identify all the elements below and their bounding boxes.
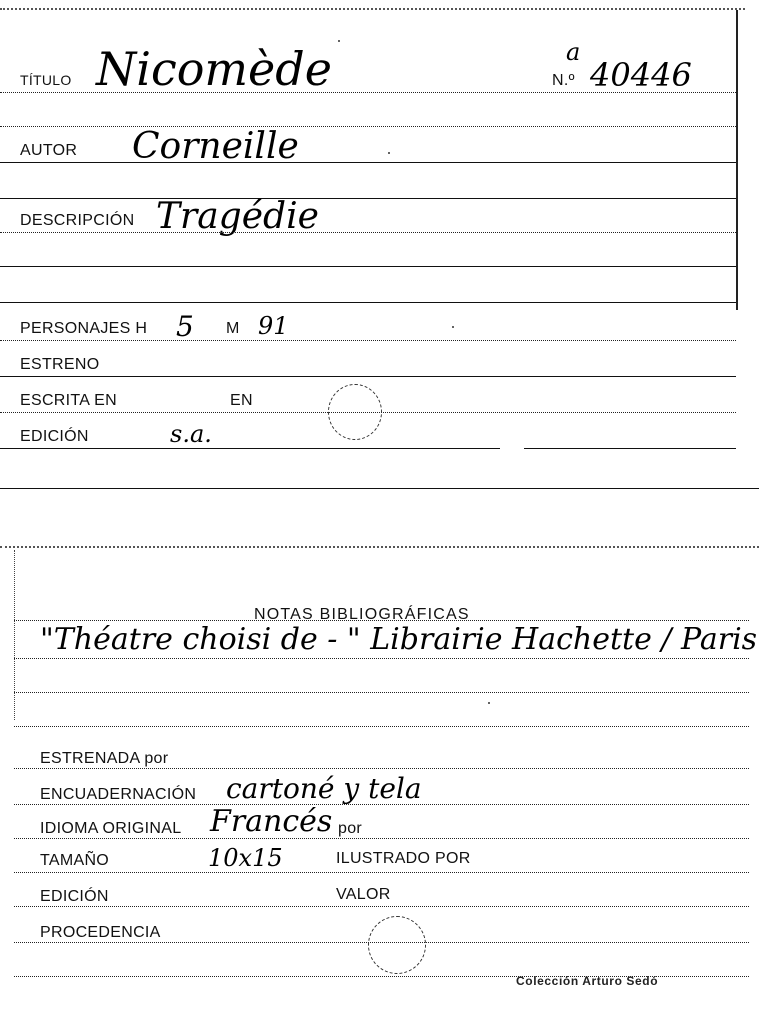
notas-value: "Théatre choisi de - " Librairie Hachette / Paris [40,622,758,657]
notas-line-0 [14,620,749,621]
blank-line-2 [0,198,736,199]
catalog-card-front [0,0,759,492]
card-top-edge [0,8,745,10]
estrenada-line [14,768,749,769]
blank-line-1 [0,126,736,127]
personajes-m-value: 91 [258,312,289,340]
en-label: EN [230,392,253,409]
notas-line-1 [14,658,749,659]
idioma-label: IDIOMA ORIGINAL [40,820,182,837]
edicion-line-right [524,448,736,449]
titulo-value: Nicomède [96,42,332,96]
titulo-label: TÍTULO [20,72,72,88]
numero-label: N.º [552,72,575,89]
valor-label: VALOR [336,886,391,903]
idioma-value: Francés [210,804,333,839]
estreno-label: ESTRENO [20,356,100,373]
speck [388,152,390,154]
catalog-card-back [0,540,759,1028]
speck [488,702,490,704]
edicion-value: s.a. [170,420,212,448]
numero-prefix: a [566,38,581,66]
personajes-label: PERSONAJES H [20,320,148,337]
edicion-line [0,448,500,449]
procedencia-label: PROCEDENCIA [40,924,161,941]
card-top-edge [0,546,759,548]
blank-line-3 [0,266,736,267]
estreno-line [0,376,736,377]
collection-footer: Colección Arturo Sedó [516,974,659,988]
descripcion-value: Tragédie [156,196,319,237]
notas-label: NOTAS BIBLIOGRÁFICAS [254,606,470,623]
encuadernacion-value: cartoné y tela [226,772,422,805]
tamano-value: 10x15 [208,844,283,872]
descripcion-line [0,232,736,233]
punch-hole [328,384,382,440]
speck [338,40,340,42]
idioma-line [14,838,749,839]
blank-line-4 [0,302,736,303]
autor-line [0,162,736,163]
autor-label: AUTOR [20,142,78,159]
back-edicion-label: EDICIÓN [40,888,109,905]
personajes-h-value: 5 [176,310,194,343]
card-bottom-edge [0,488,759,489]
punch-hole [368,916,426,974]
edicion-label: EDICIÓN [20,428,89,445]
ilustrado-label: ILUSTRADO POR [336,850,471,867]
encuadernacion-line [14,804,749,805]
back-edicion-line [14,906,749,907]
por-label: por [338,820,363,837]
autor-value: Corneille [132,126,299,167]
estrenada-label: ESTRENADA por [40,750,169,767]
escrita-en-label: ESCRITA EN [20,392,117,409]
tamano-line [14,872,749,873]
encuadernacion-label: ENCUADERNACIÓN [40,786,197,803]
personajes-m-label: M [226,320,240,337]
notas-line-2 [14,692,749,693]
titulo-line [0,92,736,93]
tamano-label: TAMAÑO [40,852,110,869]
card-right-border [736,10,738,310]
notas-line-3 [14,726,749,727]
card-left-border [14,550,15,720]
personajes-line [0,340,736,341]
descripcion-label: DESCRIPCIÓN [20,212,135,229]
numero-value: 40446 [590,56,692,94]
speck [452,326,454,328]
